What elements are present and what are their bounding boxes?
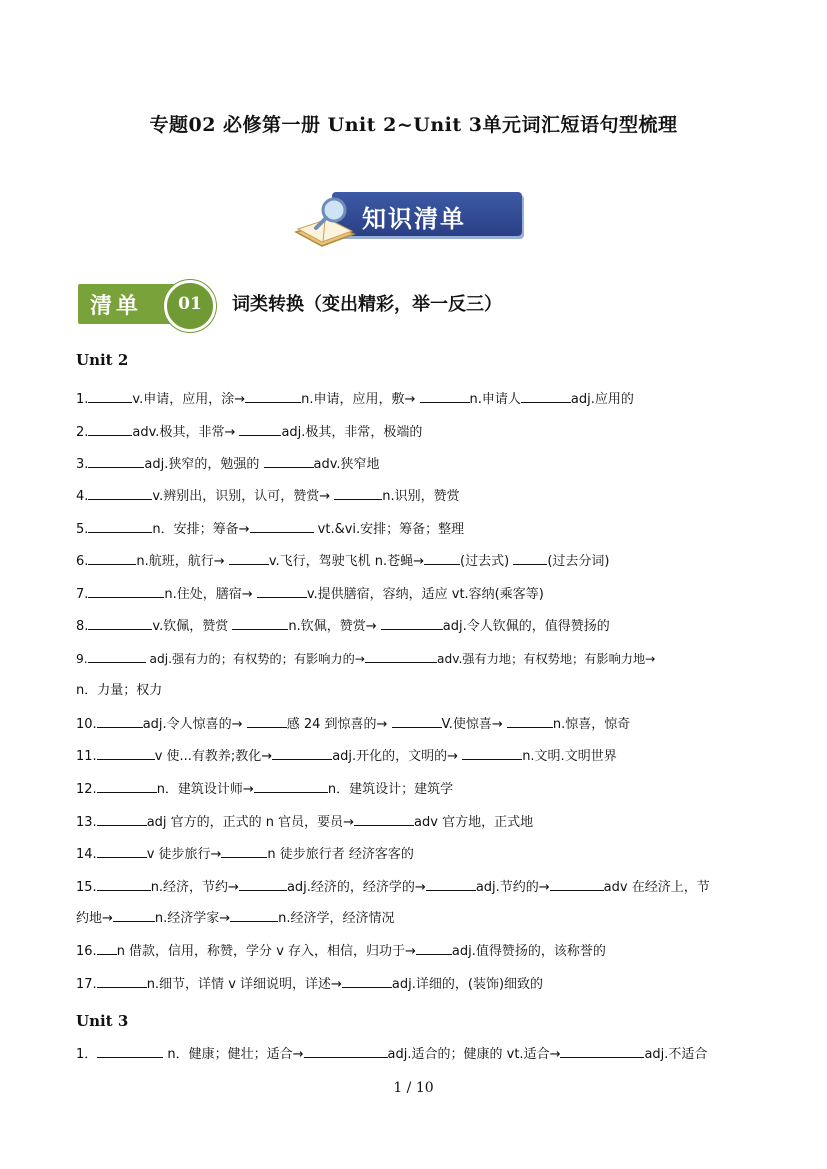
vocab-line-13: 13. adj 官方的，正式的 n 官员，要员→ adv 官方地，正式地 — [76, 811, 756, 833]
vocab-line-2: 2. adv.极其，非常→ adj.极其，非常，极端的 — [76, 421, 756, 443]
vocab-line-9-cont: n．力量；权力 — [76, 683, 163, 698]
unit3-vocab-line-1: 1． n．健康；健壮；适合→ adj.适合的；健康的 vt.适合→ adj.不适合 — [76, 1043, 756, 1065]
unit2-heading: Unit 2 — [76, 351, 129, 369]
document-title: 专题02 必修第一册 Unit 2~Unit 3单元词汇短语句型梳理 — [149, 114, 678, 136]
section-tag — [78, 280, 213, 326]
vocab-line-15-cont: 约地→ n.经济学家→ n.经济学，经济情况 — [76, 907, 756, 929]
vocab-line-1: 1. v.申请，应用，涂→ n.申请，应用，敷→ n.申请人 adj.应用的 — [76, 388, 756, 410]
vocab-line-7: 7. n.住处，膳宿→ v.提供膳宿，容纳，适应 vt.容纳(乘客等) — [76, 583, 756, 605]
vocab-line-3: 3. adj.狭窄的，勉强的 adv.狭窄地 — [76, 453, 756, 475]
book-magnifier-icon — [292, 188, 372, 252]
vocab-line-10: 10. adj.令人惊喜的→ 感 24 到惊喜的→ V.使惊喜→ n.惊喜，惊奇 — [76, 713, 756, 735]
vocab-line-6: 6. n.航班，航行→ v.飞行，驾驶飞机 n.苍蝇→ (过去式) (过去分词) — [76, 550, 756, 572]
vocab-line-14: 14. v 徒步旅行→ n 徒步旅行者 经济客客的 — [76, 843, 756, 865]
vocab-line-17: 17. n.细节，详情 v 详细说明，详述→ adj.详细的，(装饰)细致的 — [76, 973, 756, 995]
vocab-line-11: 11. v 使...有教养;教化→ adj.开化的，文明的→ n.文明.文明世界 — [76, 745, 756, 767]
section-title: 词类转换（变出精彩，举一反三） — [232, 294, 502, 315]
vocab-line-12: 12. n．建筑设计师→ n．建筑设计；建筑学 — [76, 778, 756, 800]
section-tag-label: 清单 — [90, 293, 143, 319]
banner-label: 知识清单 — [362, 205, 466, 233]
vocab-line-15: 15. n.经济，节约→ adj.经济的，经济学的→ adj.节约的→ adv 在经济上，节 — [76, 876, 756, 898]
unit3-heading: Unit 3 — [76, 1012, 129, 1030]
page-number: 1 / 10 — [393, 1080, 434, 1096]
section-number: 01 — [178, 294, 202, 314]
vocab-line-8: 8. v.钦佩，赞赏 n.钦佩，赞赏→ adj.令人钦佩的，值得赞扬的 — [76, 615, 756, 637]
vocab-line-9: 9. adj.强有力的；有权势的；有影响力的→ adv.强有力地；有权势地；有影响力地→ — [76, 648, 756, 669]
vocab-line-4: 4. v.辨别出，识别，认可，赞赏→ n.识别，赞赏 — [76, 485, 756, 507]
vocab-line-16: 16. n 借款，信用，称赞，学分 v 存入，相信，归功于→ adj.值得赞扬的，该称誉的 — [76, 940, 756, 962]
vocab-line-5: 5. n．安排；筹备→ vt.&vi.安排；筹备；整理 — [76, 518, 756, 540]
knowledge-list-banner — [292, 188, 528, 252]
